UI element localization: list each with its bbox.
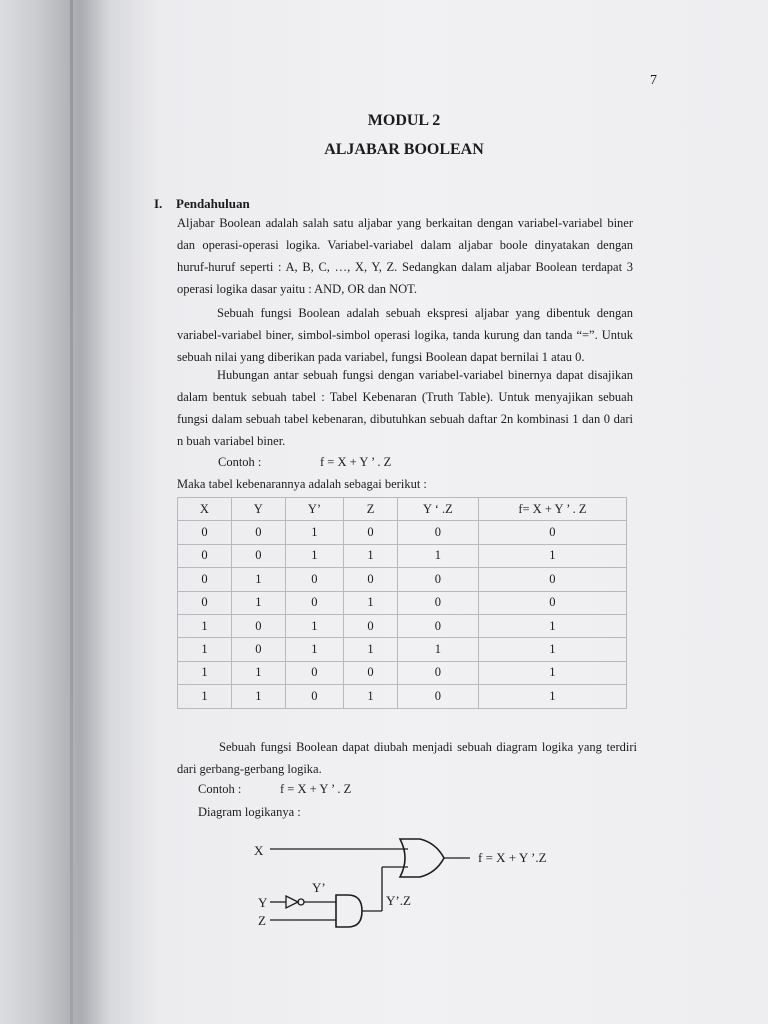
truth-table-body xyxy=(178,521,627,708)
not-gate xyxy=(286,896,298,908)
and-output-label: Y’.Z xyxy=(386,893,411,908)
table-cell: 0 xyxy=(285,661,343,684)
table-cell: 0 xyxy=(397,568,478,591)
example-label: Contoh : xyxy=(218,455,262,469)
table-cell: 1 xyxy=(478,544,626,567)
truth-table-header-row xyxy=(178,498,627,521)
paragraph-diagram: Sebuah fungsi Boolean dapat diubah menjadi sebuah diagram logika yang terdiri dari gerbang-gerbang logika. xyxy=(177,740,637,776)
table-cell: 1 xyxy=(478,638,626,661)
table-cell: 1 xyxy=(344,685,398,708)
table-cell: 1 xyxy=(178,661,232,684)
diagram-label: Diagram logikanya : xyxy=(198,805,301,819)
example-formula: f = X + Y ’ . Z xyxy=(320,455,392,469)
section-number: I. xyxy=(154,196,163,211)
input-z-label: Z xyxy=(258,913,266,928)
column-header: f= X + Y ’ . Z xyxy=(478,498,626,521)
table-cell: 0 xyxy=(178,568,232,591)
table-row xyxy=(178,661,627,684)
table-cell: 1 xyxy=(231,661,285,684)
column-header: Z xyxy=(344,498,398,521)
table-cell: 1 xyxy=(178,638,232,661)
table-intro: Maka tabel kebenarannya adalah sebagai berikut : xyxy=(177,477,427,491)
column-header: Y xyxy=(231,498,285,521)
paragraph-truth-table: Hubungan antar sebuah fungsi dengan variabel-variabel binernya dapat disajikan dalam bentuk sebuah tabel : Tabel Kebenaran (Truth Table). Untuk menyajikan sebuah fungsi dalam sebuah tabel kebenaran, dibutuhkan sebuah daftar 2n kombinasi 1 dan 0 dari n buah variabel biner. xyxy=(177,368,633,448)
logic-diagram xyxy=(240,825,580,935)
input-x-label: X xyxy=(254,843,264,858)
table-cell: 1 xyxy=(478,614,626,637)
table-cell: 0 xyxy=(344,521,398,544)
table-cell: 1 xyxy=(344,591,398,614)
paragraph-function: Sebuah fungsi Boolean adalah sebuah ekspresi aljabar yang dibentuk dengan variabel-variabel biner, simbol-simbol operasi logika, tanda kurung dan tanda “=”. Untuk sebuah nilai yang diberikan pada variabel, fungsi Boolean dapat bernilai 1 atau 0. xyxy=(177,306,633,364)
table-cell: 1 xyxy=(285,638,343,661)
table-cell: 0 xyxy=(231,614,285,637)
module-subtitle: ALJABAR BOOLEAN xyxy=(324,141,484,158)
table-cell: 0 xyxy=(344,568,398,591)
table-cell: 1 xyxy=(231,568,285,591)
example-formula-2: f = X + Y ’ . Z xyxy=(280,782,352,796)
table-cell: 0 xyxy=(397,685,478,708)
and-gate xyxy=(336,895,362,927)
not-output-label: Y’ xyxy=(312,880,326,895)
table-cell: 0 xyxy=(285,591,343,614)
table-row xyxy=(178,638,627,661)
column-header: X xyxy=(178,498,232,521)
table-row xyxy=(178,591,627,614)
page-number: 7 xyxy=(650,73,657,88)
table-cell: 0 xyxy=(231,521,285,544)
table-cell: 0 xyxy=(231,638,285,661)
table-cell: 0 xyxy=(285,685,343,708)
table-cell: 1 xyxy=(478,661,626,684)
section-heading xyxy=(154,196,250,212)
table-cell: 1 xyxy=(231,685,285,708)
table-cell: 0 xyxy=(397,521,478,544)
table-cell: 0 xyxy=(397,614,478,637)
table-cell: 0 xyxy=(478,521,626,544)
table-cell: 0 xyxy=(478,591,626,614)
or-gate xyxy=(400,839,444,877)
column-header: Y ‘ .Z xyxy=(397,498,478,521)
table-cell: 1 xyxy=(285,521,343,544)
table-cell: 1 xyxy=(344,638,398,661)
table-cell: 0 xyxy=(231,544,285,567)
column-header: Y’ xyxy=(285,498,343,521)
table-row xyxy=(178,614,627,637)
module-title: MODUL 2 xyxy=(367,112,441,129)
table-row xyxy=(178,685,627,708)
table-cell: 1 xyxy=(478,685,626,708)
table-cell: 1 xyxy=(344,544,398,567)
table-cell: 1 xyxy=(231,591,285,614)
table-cell: 1 xyxy=(397,544,478,567)
table-cell: 0 xyxy=(478,568,626,591)
table-cell: 1 xyxy=(178,614,232,637)
table-row xyxy=(178,544,627,567)
table-row xyxy=(178,568,627,591)
table-cell: 1 xyxy=(285,544,343,567)
truth-table xyxy=(177,497,627,709)
table-cell: 0 xyxy=(178,591,232,614)
table-cell: 0 xyxy=(397,661,478,684)
section-title: Pendahuluan xyxy=(176,196,250,211)
table-cell: 0 xyxy=(397,591,478,614)
table-cell: 0 xyxy=(178,521,232,544)
table-cell: 0 xyxy=(285,568,343,591)
paragraph-intro: Aljabar Boolean adalah salah satu aljabar yang berkaitan dengan variabel-variabel biner dan operasi-operasi logika. Variabel-variabel dalam aljabar boole dinyatakan dengan huruf-huruf seperti : A, B, C, …, X, Y, Z. Sedangkan dalam aljabar Boolean terdapat 3 operasi logika dasar yaitu : AND, OR dan NOT. xyxy=(177,216,633,296)
output-label: f = X + Y ’.Z xyxy=(478,850,547,865)
table-cell: 1 xyxy=(397,638,478,661)
example-label-2: Contoh : xyxy=(198,782,242,796)
table-cell: 1 xyxy=(178,685,232,708)
table-cell: 0 xyxy=(344,614,398,637)
table-cell: 1 xyxy=(285,614,343,637)
table-cell: 0 xyxy=(178,544,232,567)
table-cell: 0 xyxy=(344,661,398,684)
input-y-label: Y xyxy=(258,895,268,910)
table-row xyxy=(178,521,627,544)
